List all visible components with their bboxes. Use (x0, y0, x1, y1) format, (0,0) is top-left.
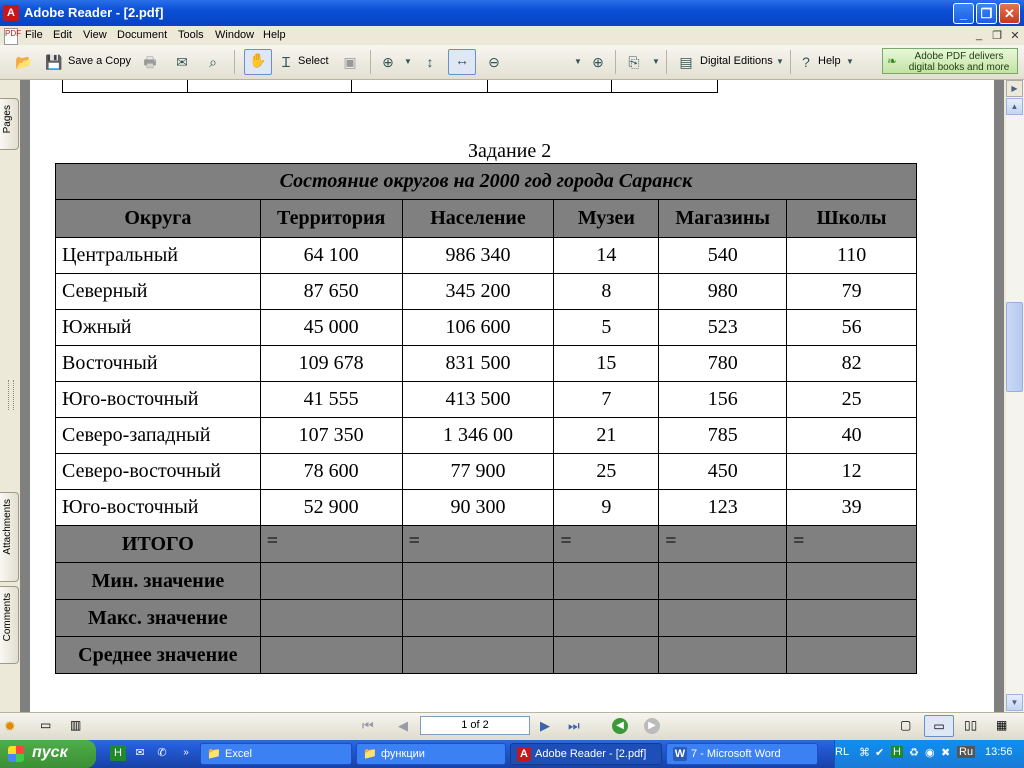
value-cell: 785 (659, 418, 787, 454)
district-name-cell: Юго-восточный (56, 490, 261, 526)
value-cell: 78 600 (260, 454, 402, 490)
table-row (56, 382, 917, 418)
zoom-tool-dropdown-icon[interactable]: ▼ (404, 57, 412, 66)
value-cell: 25 (787, 382, 917, 418)
table-title-row (56, 164, 917, 200)
total-cell: = (260, 526, 402, 563)
value-cell: 450 (659, 454, 787, 490)
digital-editions-dropdown-icon[interactable]: ▼ (776, 57, 784, 66)
zoom-in-icon[interactable]: ⊕ (592, 54, 604, 70)
value-cell: 87 650 (260, 274, 402, 310)
hand-tool-icon[interactable]: ✋ (244, 49, 272, 75)
total-row (56, 526, 917, 563)
total-cell: = (402, 526, 554, 563)
promo-line-1: Adobe PDF delivers (914, 51, 1004, 62)
scrollbar-thumb[interactable] (1006, 302, 1023, 392)
toolbar-separator (370, 50, 371, 74)
previous-table-bottom (62, 80, 718, 93)
how-to-sun-icon[interactable]: ✹ (4, 718, 16, 734)
pdf-page (30, 80, 994, 712)
max-cell (659, 600, 787, 637)
tray-xmark-icon[interactable]: ✖ (941, 747, 951, 759)
scroll-up-icon[interactable]: ▲ (1006, 98, 1023, 115)
avg-cell (554, 637, 659, 674)
panel-resize-grip[interactable] (8, 380, 14, 410)
next-page-icon[interactable]: ▶ (540, 718, 550, 733)
adobe-promo-button[interactable] (882, 48, 1018, 74)
value-cell: 110 (787, 238, 917, 274)
save-icon[interactable]: 💾 (45, 54, 63, 70)
toolbar-separator (790, 50, 791, 74)
value-cell: 41 555 (260, 382, 402, 418)
max-cell (402, 600, 554, 637)
min-cell (659, 563, 787, 600)
scroll-down-icon[interactable]: ▼ (1006, 694, 1023, 711)
value-cell: 1 346 00 (402, 418, 554, 454)
value-cell: 82 (787, 346, 917, 382)
table-row (56, 238, 917, 274)
quicklaunch-messenger-icon[interactable]: ✉ (135, 747, 145, 759)
max-row (56, 600, 917, 637)
value-cell: 523 (659, 310, 787, 346)
page-number-input[interactable]: 1 of 2 (420, 716, 530, 735)
rotate-view-icon[interactable]: ⎘ (628, 54, 640, 70)
value-cell: 986 340 (402, 238, 554, 274)
page-size-icon[interactable]: ▥ (70, 718, 82, 732)
zoom-dropdown-icon[interactable]: ▼ (574, 57, 582, 66)
previous-page-icon[interactable]: ◀ (398, 718, 408, 733)
menu-help[interactable]: Help (263, 29, 286, 41)
restore-button[interactable]: ❐ (976, 3, 997, 24)
menu-file[interactable]: File (25, 29, 43, 41)
value-cell: 25 (554, 454, 659, 490)
total-cell: = (554, 526, 659, 563)
quicklaunch-app-icon[interactable]: Н (110, 745, 126, 761)
task-word[interactable] (666, 743, 818, 765)
task-funkcii[interactable] (356, 743, 506, 765)
tab-comments-label: Comments (2, 593, 13, 642)
table-row (56, 454, 917, 490)
fit-page-icon[interactable]: ↕ (426, 54, 434, 70)
help-icon[interactable]: ? (802, 54, 810, 70)
districts-table (55, 163, 917, 674)
start-button[interactable] (0, 740, 96, 768)
avg-row (56, 637, 917, 674)
value-cell: 15 (554, 346, 659, 382)
table-header-row (56, 200, 917, 238)
district-name-cell: Юго-восточный (56, 382, 261, 418)
table-row (56, 310, 917, 346)
snapshot-camera-icon[interactable]: ▣ (343, 54, 357, 70)
value-cell: 106 600 (402, 310, 554, 346)
open-folder-icon[interactable]: 📂 (15, 54, 33, 70)
zoom-out-icon[interactable]: ⊖ (488, 54, 500, 70)
district-name-cell: Южный (56, 310, 261, 346)
menu-bar (0, 26, 1024, 45)
folder-icon: 📁 (207, 748, 221, 760)
tab-pages-label: Pages (2, 105, 13, 134)
tray-shield-icon[interactable]: ✔ (875, 747, 885, 759)
table-row (56, 418, 917, 454)
single-page-icon[interactable]: ▢ (900, 718, 912, 732)
tray-rl-label[interactable]: RL (835, 746, 850, 758)
total-cell: = (659, 526, 787, 563)
doc-close-button[interactable]: ✕ (1010, 30, 1020, 42)
max-cell (554, 600, 659, 637)
table-row (56, 274, 917, 310)
min-cell (787, 563, 917, 600)
value-cell: 123 (659, 490, 787, 526)
tray-app-icon[interactable]: Н (893, 746, 901, 758)
task-funkcii-label: функции (381, 748, 425, 760)
district-name-cell: Восточный (56, 346, 261, 382)
min-label: Мин. значение (56, 563, 261, 600)
menu-tools[interactable]: Tools (178, 29, 204, 41)
tab-attachments[interactable] (0, 492, 19, 582)
min-cell (554, 563, 659, 600)
promo-line-2: digital books and more (908, 62, 1010, 73)
tab-comments[interactable] (0, 586, 19, 664)
quicklaunch-more-icon[interactable]: » (183, 747, 189, 758)
value-cell: 980 (659, 274, 787, 310)
max-cell (787, 600, 917, 637)
column-header: Магазины (659, 200, 787, 238)
search-binoculars-icon[interactable]: ⌕ (209, 54, 217, 70)
select-tool-button[interactable]: Select (298, 55, 329, 67)
district-name-cell: Центральный (56, 238, 261, 274)
value-cell: 5 (554, 310, 659, 346)
toolbar-separator (615, 50, 616, 74)
value-cell: 107 350 (260, 418, 402, 454)
tray-clock[interactable]: 13:56 (985, 746, 1013, 758)
tab-pages[interactable] (0, 98, 19, 150)
value-cell: 79 (787, 274, 917, 310)
task-word-label: 7 - Microsoft Word (691, 748, 781, 760)
column-header: Музеи (554, 200, 659, 238)
avg-cell (659, 637, 787, 674)
menu-view[interactable]: View (83, 29, 107, 41)
table-row (56, 490, 917, 526)
doc-minimize-button[interactable]: _ (975, 29, 983, 41)
task-caption: Задание 2 (468, 140, 552, 162)
system-tray (834, 740, 1024, 768)
column-header: Школы (787, 200, 917, 238)
email-icon[interactable]: ✉ (176, 54, 188, 70)
close-button[interactable]: ✕ (999, 3, 1020, 24)
quicklaunch-mail-icon[interactable]: ✆ (157, 747, 167, 759)
avg-label: Среднее значение (56, 637, 261, 674)
value-cell: 56 (787, 310, 917, 346)
value-cell: 540 (659, 238, 787, 274)
total-label: ИТОГО (56, 526, 261, 563)
screen-view-icon[interactable]: ▭ (40, 718, 52, 732)
value-cell: 14 (554, 238, 659, 274)
value-cell: 8 (554, 274, 659, 310)
save-copy-button[interactable]: Save a Copy (68, 55, 131, 67)
document-icon[interactable]: PDF (4, 28, 18, 45)
word-icon: W (674, 748, 686, 760)
value-cell: 45 000 (260, 310, 402, 346)
tray-antivirus-icon[interactable]: ◉ (925, 747, 935, 759)
district-name-cell: Северо-западный (56, 418, 261, 454)
avg-cell (787, 637, 917, 674)
task-excel[interactable] (200, 743, 352, 765)
value-cell: 21 (554, 418, 659, 454)
tray-update-icon[interactable]: ♻ (909, 747, 919, 759)
value-cell: 39 (787, 490, 917, 526)
min-cell (402, 563, 554, 600)
tray-language-indicator[interactable]: Ru (959, 746, 974, 758)
task-excel-label: Excel (225, 748, 252, 760)
value-cell: 7 (554, 382, 659, 418)
value-cell: 109 678 (260, 346, 402, 382)
min-cell (260, 563, 402, 600)
min-row (56, 563, 917, 600)
doc-restore-button[interactable]: ❐ (992, 30, 1002, 42)
toolbar (0, 45, 1024, 80)
column-header: Территория (260, 200, 402, 238)
toolbar-separator (234, 50, 235, 74)
district-name-cell: Северный (56, 274, 261, 310)
column-header: Население (402, 200, 554, 238)
menu-window[interactable]: Window (215, 29, 255, 41)
value-cell: 40 (787, 418, 917, 454)
task-adobe-reader[interactable] (510, 743, 662, 765)
continuous-page-icon[interactable]: ▭ (924, 715, 954, 737)
go-back-icon[interactable]: ◀ (612, 718, 628, 734)
minimize-button[interactable]: _ (953, 3, 974, 24)
zoom-in-tool-icon[interactable]: ⊕ (382, 54, 394, 70)
task-adobe-reader-label: Adobe Reader - [2.pdf] (535, 748, 647, 760)
menu-edit[interactable]: Edit (53, 29, 72, 41)
value-cell: 780 (659, 346, 787, 382)
digital-editions-icon[interactable]: ▤ (679, 54, 693, 70)
tray-network-icon[interactable]: ⌘ (859, 747, 870, 759)
window-title: Adobe Reader - [2.pdf] (24, 5, 164, 20)
navigation-panel (0, 80, 20, 712)
folder-icon: 📁 (363, 748, 377, 760)
go-forward-icon[interactable]: ▶ (644, 718, 660, 734)
value-cell: 413 500 (402, 382, 554, 418)
adobe-reader-icon: A (517, 747, 531, 761)
help-dropdown-icon[interactable]: ▼ (846, 57, 854, 66)
fit-width-icon[interactable]: ↔ (448, 49, 476, 75)
first-page-icon[interactable]: ⏮ (362, 718, 374, 733)
max-label: Макс. значение (56, 600, 261, 637)
avg-cell (260, 637, 402, 674)
table-row (56, 346, 917, 382)
print-icon[interactable]: 🖶 (143, 54, 157, 70)
menu-document[interactable]: Document (117, 29, 168, 41)
continuous-facing-icon[interactable]: ▦ (996, 718, 1008, 732)
value-cell: 345 200 (402, 274, 554, 310)
max-cell (260, 600, 402, 637)
value-cell: 52 900 (260, 490, 402, 526)
value-cell: 9 (554, 490, 659, 526)
tab-attachments-label: Attachments (2, 499, 13, 555)
adobe-reader-icon: A (3, 5, 19, 21)
value-cell: 12 (787, 454, 917, 490)
value-cell: 77 900 (402, 454, 554, 490)
district-name-cell: Северо-восточный (56, 454, 261, 490)
value-cell: 90 300 (402, 490, 554, 526)
digital-editions-button[interactable]: Digital Editions (700, 55, 773, 67)
help-button[interactable]: Help (818, 55, 841, 67)
promo-leaf-icon: ❧ (887, 54, 898, 68)
vertical-scrollbar[interactable] (1006, 80, 1024, 712)
value-cell: 831 500 (402, 346, 554, 382)
column-header: Округа (56, 200, 261, 238)
table-title: Состояние округов на 2000 год города Саранск (56, 164, 917, 200)
title-bar (0, 0, 1024, 26)
start-label: пуск (32, 744, 68, 761)
document-viewport[interactable] (20, 80, 1004, 712)
windows-flag-icon (8, 746, 24, 762)
avg-cell (402, 637, 554, 674)
select-text-icon[interactable]: Ɪ (282, 54, 290, 70)
facing-page-icon[interactable]: ▯▯ (964, 718, 978, 732)
value-cell: 64 100 (260, 238, 402, 274)
toolbar-separator (666, 50, 667, 74)
last-page-icon[interactable]: ⏭ (568, 718, 580, 733)
panel-arrow-icon[interactable]: ▶ (1006, 80, 1023, 97)
total-cell: = (787, 526, 917, 563)
rotate-dropdown-icon[interactable]: ▼ (652, 57, 660, 66)
value-cell: 156 (659, 382, 787, 418)
